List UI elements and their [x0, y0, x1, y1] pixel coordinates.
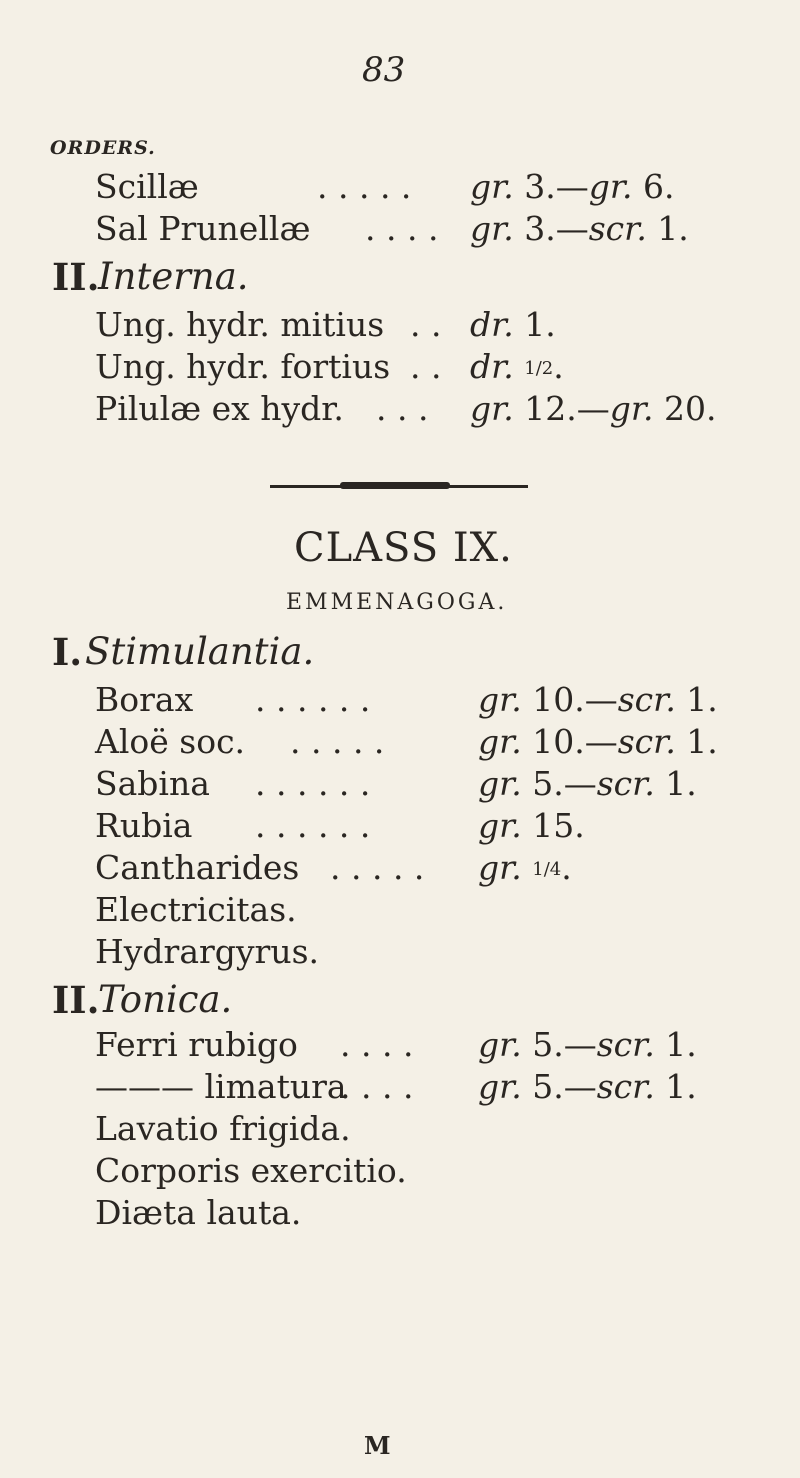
item-name: Aloë soc.	[95, 722, 246, 761]
item-name: Electricitas.	[95, 890, 297, 929]
item-dose: gr. 3.—scr. 1.	[470, 209, 689, 248]
dot-leader: . . . . .	[330, 848, 425, 887]
item-name: Hydrargyrus.	[95, 932, 319, 971]
dot-leader: . . . .	[365, 209, 439, 248]
list-item	[0, 389, 800, 429]
running-head: ORDERS.	[50, 137, 156, 159]
list-item	[0, 764, 800, 804]
item-name: Borax	[95, 680, 194, 719]
list-item	[0, 347, 800, 387]
item-dose: dr. 1.	[470, 305, 556, 344]
list-item	[0, 890, 800, 930]
dot-leader: . . . . .	[290, 722, 385, 761]
item-name: Rubia	[95, 806, 193, 845]
section-heading	[0, 978, 800, 1022]
dot-leader: . . . .	[340, 1067, 414, 1106]
item-name: Ung. hydr. mitius	[95, 305, 385, 344]
dot-leader: . . . . . .	[255, 806, 371, 845]
item-name: Ferri rubigo	[95, 1025, 298, 1064]
list-item	[0, 1193, 800, 1233]
fraction: 1/4	[532, 859, 562, 880]
section-numeral: II.	[52, 255, 100, 299]
item-name: Diæta lauta.	[95, 1193, 302, 1232]
list-item	[0, 305, 800, 345]
item-dose: gr. 5.—scr. 1.	[478, 764, 697, 803]
fraction: 1/2	[524, 358, 554, 379]
list-item	[0, 848, 800, 888]
class-heading: CLASS IX.	[294, 525, 513, 571]
class-subheading: EMMENAGOGA.	[286, 590, 508, 615]
list-item	[0, 1109, 800, 1149]
list-item	[0, 1067, 800, 1107]
dot-leader: . .	[410, 347, 442, 386]
list-item	[0, 167, 800, 207]
section-title: Stimulantia.	[85, 630, 315, 673]
list-item	[0, 1151, 800, 1191]
section-title: Tonica.	[98, 978, 233, 1021]
item-dose: gr. 1/4.	[478, 848, 572, 887]
item-name: Scillæ	[95, 167, 199, 206]
item-name: Lavatio frigida.	[95, 1109, 351, 1148]
item-name: Sal Prunellæ	[95, 209, 311, 248]
dot-leader: . . . . . .	[255, 764, 371, 803]
section-rule-swell	[340, 482, 450, 489]
item-dose: gr. 15.	[478, 806, 585, 845]
item-dose: gr. 10.—scr. 1.	[478, 680, 718, 719]
list-item	[0, 680, 800, 720]
section-title: Interna.	[98, 255, 249, 298]
item-name: Pilulæ ex hydr.	[95, 389, 344, 428]
dot-leader: . . .	[376, 389, 429, 428]
item-dose: gr. 3.—gr. 6.	[470, 167, 675, 206]
section-heading	[0, 630, 800, 674]
item-name: Sabina	[95, 764, 210, 803]
dot-leader: . . . . . .	[255, 680, 371, 719]
item-name: Cantharides	[95, 848, 300, 887]
dot-leader: . .	[410, 305, 442, 344]
page-number: 83	[362, 50, 406, 90]
item-dose: gr. 12.—gr. 20.	[470, 389, 717, 428]
list-item	[0, 806, 800, 846]
item-dose: gr. 10.—scr. 1.	[478, 722, 718, 761]
dot-leader: . . . .	[340, 1025, 414, 1064]
item-dose: gr. 5.—scr. 1.	[478, 1025, 697, 1064]
item-dose: dr. 1/2.	[470, 347, 564, 386]
dot-leader: . . . . .	[317, 167, 412, 206]
item-dose: gr. 5.—scr. 1.	[478, 1067, 697, 1106]
list-item	[0, 1025, 800, 1065]
section-numeral: II.	[52, 978, 100, 1022]
list-item	[0, 722, 800, 762]
section-numeral: I.	[52, 630, 83, 674]
signature-mark: M	[364, 1431, 391, 1460]
item-name: Ung. hydr. fortius	[95, 347, 391, 386]
section-heading	[0, 255, 800, 299]
item-name: Corporis exercitio.	[95, 1151, 407, 1190]
list-item	[0, 209, 800, 249]
item-name: ——— limatura	[95, 1067, 347, 1106]
list-item	[0, 932, 800, 972]
